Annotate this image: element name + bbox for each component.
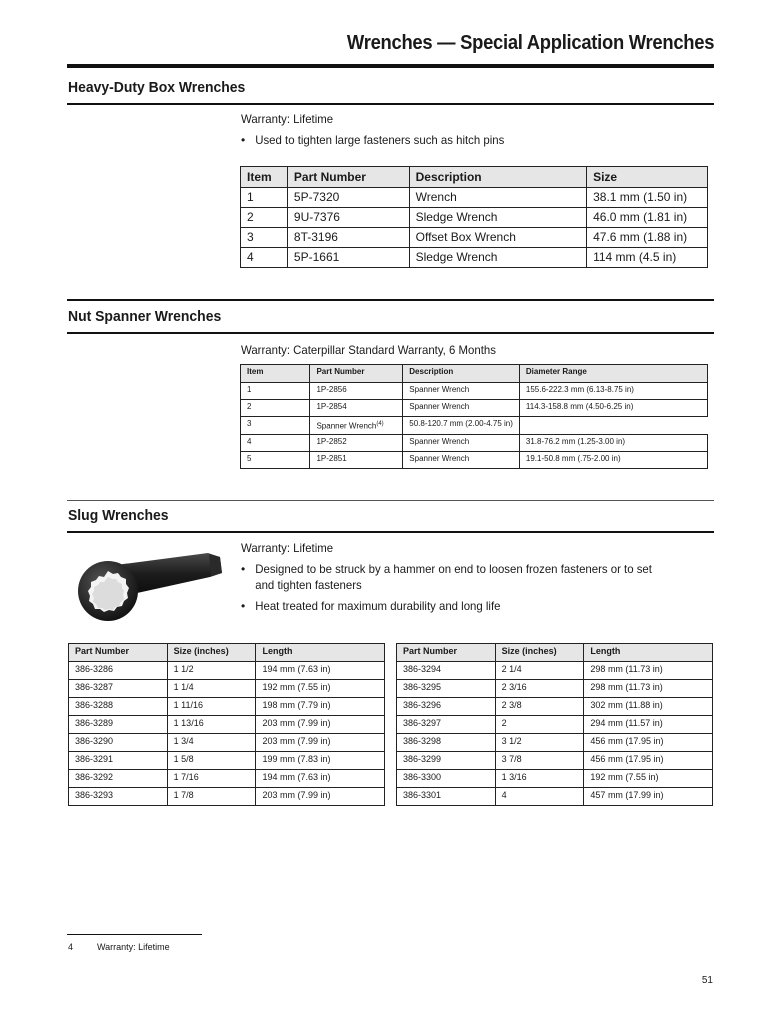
table-cell: 114 mm (4.5 in) [587, 248, 708, 268]
footnote-reference: (4) [376, 421, 384, 427]
slug-table-right [396, 643, 713, 806]
table-row [69, 734, 385, 752]
page-title: Wrenches — Special Application Wrenches [346, 32, 714, 54]
heavy-duty-heading: Heavy-Duty Box Wrenches [68, 79, 246, 96]
table-cell: 192 mm (7.55 in) [256, 680, 385, 698]
table-row [397, 716, 713, 734]
nut-spanner-warranty: Warranty: Caterpillar Standard Warranty, 6 Months [241, 343, 496, 357]
bullet-icon: • [241, 599, 246, 613]
column-header: Diameter Range [519, 365, 707, 383]
table-row [241, 208, 708, 228]
nut-spanner-top-rule [67, 299, 714, 301]
table-row [241, 434, 708, 451]
table-cell: Offset Box Wrench [409, 228, 586, 248]
table-cell: 5P-1661 [287, 248, 409, 268]
table-cell: 386-3297 [397, 716, 496, 734]
table-row [69, 716, 385, 734]
table-cell: 31.8-76.2 mm (1.25-3.00 in) [519, 434, 707, 451]
table-row [241, 188, 708, 208]
table-cell: 114.3-158.8 mm (4.50-6.25 in) [519, 400, 707, 417]
description-text: Spanner Wrench [316, 421, 377, 431]
table-cell: 50.8-120.7 mm (2.00-4.75 in) [403, 417, 520, 435]
table-row [397, 680, 713, 698]
table-cell: 386-3290 [69, 734, 168, 752]
column-header: Part Number [310, 365, 403, 383]
table-cell: 386-3298 [397, 734, 496, 752]
table-cell: 1 5/8 [167, 752, 256, 770]
table-cell: 203 mm (7.99 in) [256, 716, 385, 734]
table-cell: 9U-7376 [287, 208, 409, 228]
table-cell: 2 3/16 [495, 680, 584, 698]
slug-warranty: Warranty: Lifetime [241, 541, 334, 555]
table-row [241, 228, 708, 248]
table-row [397, 662, 713, 680]
table-cell: 155.6-222.3 mm (6.13-8.75 in) [519, 383, 707, 400]
nut-spanner-table [240, 364, 708, 469]
table-cell: 386-3299 [397, 752, 496, 770]
table-cell: 386-3289 [69, 716, 168, 734]
column-header: Length [584, 644, 713, 662]
table-cell: 1P-2856 [310, 383, 403, 400]
column-header: Size (inches) [495, 644, 584, 662]
table-cell: 1 1/4 [167, 680, 256, 698]
table-cell: 386-3295 [397, 680, 496, 698]
table-cell: 2 3/8 [495, 698, 584, 716]
column-header: Description [409, 167, 586, 188]
table-cell: 298 mm (11.73 in) [584, 680, 713, 698]
table-cell: 386-3293 [69, 788, 168, 806]
column-header: Size (inches) [167, 644, 256, 662]
slug-rule [67, 531, 714, 533]
table-cell: 386-3300 [397, 770, 496, 788]
table-cell: 1P-2852 [310, 434, 403, 451]
table-cell: 2 [241, 400, 310, 417]
table-cell: 5 [241, 451, 310, 468]
column-header: Length [256, 644, 385, 662]
table-cell: 8T-3196 [287, 228, 409, 248]
footnote-text: Warranty: Lifetime [97, 942, 170, 952]
table-cell: Spanner Wrench [403, 400, 520, 417]
table-cell: 194 mm (7.63 in) [256, 770, 385, 788]
column-header: Size [587, 167, 708, 188]
table-cell: 456 mm (17.95 in) [584, 752, 713, 770]
table-row [397, 698, 713, 716]
table-cell: 1 13/16 [167, 716, 256, 734]
column-header: Part Number [69, 644, 168, 662]
table-cell: 2 [241, 208, 288, 228]
table-cell: 4 [241, 248, 288, 268]
table-row [69, 698, 385, 716]
table-cell: 2 [495, 716, 584, 734]
table-cell: 38.1 mm (1.50 in) [587, 188, 708, 208]
table-cell: 5P-7320 [287, 188, 409, 208]
table-cell: 386-3288 [69, 698, 168, 716]
heavy-duty-table [240, 166, 708, 268]
table-cell: 3 [241, 228, 288, 248]
table-cell: 386-3291 [69, 752, 168, 770]
table-cell: 1 3/4 [167, 734, 256, 752]
table-cell: 1 7/16 [167, 770, 256, 788]
table-row [241, 417, 708, 435]
table-cell: Spanner Wrench [403, 451, 520, 468]
footnote-rule [67, 934, 202, 935]
table-header-row [397, 644, 713, 662]
table-cell: Wrench [409, 188, 586, 208]
table-row [241, 451, 708, 468]
table-cell: 302 mm (11.88 in) [584, 698, 713, 716]
column-header: Part Number [287, 167, 409, 188]
table-row [69, 770, 385, 788]
table-cell: 456 mm (17.95 in) [584, 734, 713, 752]
slug-wrench-image [68, 545, 228, 625]
table-cell [310, 417, 403, 435]
table-row [69, 788, 385, 806]
table-cell: 194 mm (7.63 in) [256, 662, 385, 680]
bullet-icon: • [241, 562, 246, 576]
table-row [241, 383, 708, 400]
bullet-icon: • [241, 133, 246, 147]
slug-table-left [68, 643, 385, 806]
table-cell: 203 mm (7.99 in) [256, 734, 385, 752]
column-header: Description [403, 365, 520, 383]
table-cell: 198 mm (7.79 in) [256, 698, 385, 716]
heavy-duty-rule [67, 103, 714, 105]
table-cell: 298 mm (11.73 in) [584, 662, 713, 680]
table-cell: 386-3292 [69, 770, 168, 788]
table-cell: 1 [241, 383, 310, 400]
table-cell: 1 1/2 [167, 662, 256, 680]
table-cell: 2 1/4 [495, 662, 584, 680]
table-cell: 199 mm (7.83 in) [256, 752, 385, 770]
table-cell: 3 1/2 [495, 734, 584, 752]
table-cell: 457 mm (17.99 in) [584, 788, 713, 806]
table-cell: 386-3286 [69, 662, 168, 680]
table-cell: Spanner Wrench [403, 434, 520, 451]
table-cell: 4 [241, 434, 310, 451]
heavy-duty-bullet: • Used to tighten large fasteners such as hitch pins [241, 133, 505, 147]
table-cell: 386-3287 [69, 680, 168, 698]
table-cell: 1 3/16 [495, 770, 584, 788]
table-cell: 1 7/8 [167, 788, 256, 806]
table-cell: 1 [241, 188, 288, 208]
table-cell: 386-3296 [397, 698, 496, 716]
table-cell: 1 11/16 [167, 698, 256, 716]
page-number: 51 [701, 975, 713, 986]
heavy-duty-warranty: Warranty: Lifetime [241, 112, 334, 126]
table-cell: Sledge Wrench [409, 248, 586, 268]
column-header: Item [241, 365, 310, 383]
nut-spanner-rule [67, 332, 714, 334]
footnote-number: 4 [68, 942, 74, 952]
table-cell: 1P-2854 [310, 400, 403, 417]
table-row [397, 770, 713, 788]
table-row [241, 248, 708, 268]
table-cell: 1P-2851 [310, 451, 403, 468]
table-row [69, 662, 385, 680]
table-cell: Sledge Wrench [409, 208, 586, 228]
table-row [397, 788, 713, 806]
table-cell: 3 [241, 417, 310, 435]
table-cell: 47.6 mm (1.88 in) [587, 228, 708, 248]
table-cell: 46.0 mm (1.81 in) [587, 208, 708, 228]
table-cell: 4 [495, 788, 584, 806]
slug-heading: Slug Wrenches [68, 507, 169, 524]
table-row [69, 752, 385, 770]
slug-bullet: • Designed to be struck by a hammer on end to loosen frozen fasteners or to set and tighten fasteners [241, 562, 652, 592]
table-header-row [69, 644, 385, 662]
table-cell: Spanner Wrench [403, 383, 520, 400]
table-row [397, 752, 713, 770]
table-row [241, 400, 708, 417]
table-header-row [241, 365, 708, 383]
slug-bullet: • Heat treated for maximum durability and long life [241, 599, 501, 613]
table-row [397, 734, 713, 752]
table-cell: 386-3294 [397, 662, 496, 680]
table-header-row [241, 167, 708, 188]
header-rule [67, 64, 714, 68]
table-cell: 19.1-50.8 mm (.75-2.00 in) [519, 451, 707, 468]
nut-spanner-heading: Nut Spanner Wrenches [68, 308, 222, 325]
slug-top-rule [67, 500, 714, 501]
table-cell: 386-3301 [397, 788, 496, 806]
table-cell: 294 mm (11.57 in) [584, 716, 713, 734]
column-header: Part Number [397, 644, 496, 662]
column-header: Item [241, 167, 288, 188]
table-cell: 203 mm (7.99 in) [256, 788, 385, 806]
table-row [69, 680, 385, 698]
table-cell: 192 mm (7.55 in) [584, 770, 713, 788]
table-cell: 3 7/8 [495, 752, 584, 770]
